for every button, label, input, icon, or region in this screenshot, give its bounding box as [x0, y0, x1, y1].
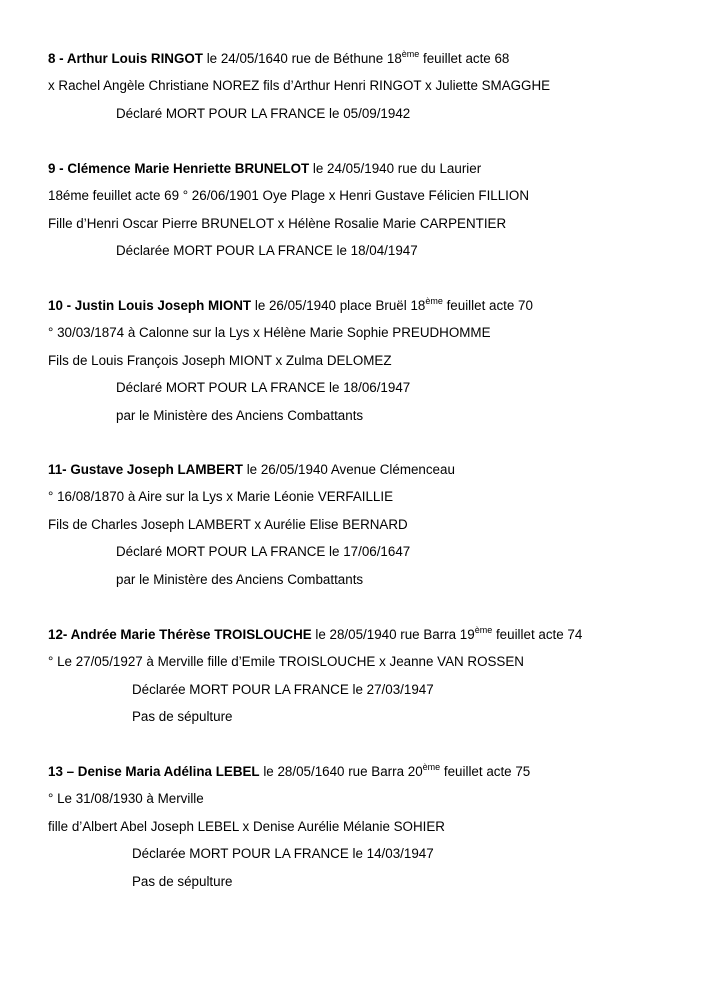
person-name: 12- Andrée Marie Thérèse TROISLOUCHE	[48, 627, 312, 642]
entry-heading-line	[48, 758, 688, 785]
person-name: 9 - Clémence Marie Henriette BRUNELOT	[48, 161, 310, 176]
entry-detail-line: ° Le 27/05/1927 à Merville fille d’Emile TROISLOUCHE x Jeanne VAN ROSSEN	[48, 654, 524, 670]
ordinal-suffix: ème	[425, 295, 443, 306]
entry-heading-line	[48, 621, 688, 648]
entry-heading-line	[48, 292, 688, 319]
death-declaration: Déclaré MORT POUR LA FRANCE le 17/06/1647	[116, 544, 411, 560]
entry-parents-line: Fils de Charles Joseph LAMBERT x Aurélie Elise BERNARD	[48, 516, 408, 532]
entry-detail-line: ° 30/03/1874 à Calonne sur la Lys x Hélène Marie Sophie PREUDHOMME	[48, 325, 491, 341]
record-entry-9	[48, 155, 688, 265]
death-declaration: Déclarée MORT POUR LA FRANCE le 27/03/1947	[132, 681, 434, 697]
death-declaration: Déclaré MORT POUR LA FRANCE le 18/06/1947	[116, 380, 411, 396]
entry-parents-line: Fille d’Henri Oscar Pierre BRUNELOT x Hélène Rosalie Marie CARPENTIER	[48, 215, 507, 231]
record-entry-12	[48, 621, 688, 731]
record-entry-10	[48, 292, 688, 429]
entry-date-address: le 26/05/1940 place Bruël 18	[251, 298, 426, 313]
person-name: 8 - Arthur Louis RINGOT	[48, 51, 203, 66]
ordinal-suffix: ème	[474, 624, 493, 635]
entry-date-address: le 28/05/1940 rue Barra 19	[311, 627, 475, 642]
entry-detail-line: ° Le 31/08/1930 à Merville	[48, 791, 204, 807]
person-name: 13 – Denise Maria Adélina LEBEL	[48, 764, 260, 779]
declaration-authority: par le Ministère des Anciens Combattants	[116, 407, 364, 423]
entry-detail-line: x Rachel Angèle Christiane NOREZ fils d’Arthur Henri RINGOT x Juliette SMAGGHE	[48, 78, 551, 94]
entry-heading-line	[48, 456, 688, 483]
entry-register-ref: feuillet acte 68	[419, 51, 510, 66]
person-name: 10 - Justin Louis Joseph MIONT	[48, 298, 252, 313]
record-entry-8	[48, 45, 688, 127]
entry-parents-line: Fils de Louis François Joseph MIONT x Zulma DELOMEZ	[48, 352, 392, 368]
entry-heading-line	[48, 45, 688, 72]
ordinal-suffix: ème	[401, 48, 420, 59]
death-declaration: Déclaré MORT POUR LA FRANCE le 05/09/1942	[116, 105, 411, 121]
person-name: 11- Gustave Joseph LAMBERT	[48, 462, 243, 477]
record-entry-13	[48, 758, 688, 895]
burial-note: Pas de sépulture	[132, 873, 233, 889]
burial-note: Pas de sépulture	[132, 709, 233, 725]
entry-date-address: le 24/05/1640 rue de Béthune 18	[202, 51, 402, 66]
entry-detail-line: 18éme feuillet acte 69 ° 26/06/1901 Oye Plage x Henri Gustave Félicien FILLION	[48, 188, 529, 204]
entry-register-ref: feuillet acte 70	[442, 298, 533, 313]
entry-detail-line: ° 16/08/1870 à Aire sur la Lys x Marie Léonie VERFAILLIE	[48, 489, 394, 505]
entry-date-address: le 24/05/1940 rue du Laurier	[309, 161, 482, 176]
ordinal-suffix: ème	[422, 761, 441, 772]
death-declaration: Déclarée MORT POUR LA FRANCE le 18/04/1947	[116, 243, 418, 259]
death-declaration: Déclarée MORT POUR LA FRANCE le 14/03/1947	[132, 846, 434, 862]
declaration-authority: par le Ministère des Anciens Combattants	[116, 571, 364, 587]
entry-parents-line: fille d’Albert Abel Joseph LEBEL x Denise Aurélie Mélanie SOHIER	[48, 818, 445, 834]
record-entry-11	[48, 456, 688, 593]
entry-heading-line	[48, 155, 688, 182]
entry-date-address: le 26/05/1940 Avenue Clémenceau	[242, 462, 455, 477]
entry-register-ref: feuillet acte 75	[440, 764, 531, 779]
entry-date-address: le 28/05/1640 rue Barra 20	[259, 764, 423, 779]
entry-register-ref: feuillet acte 74	[492, 627, 583, 642]
